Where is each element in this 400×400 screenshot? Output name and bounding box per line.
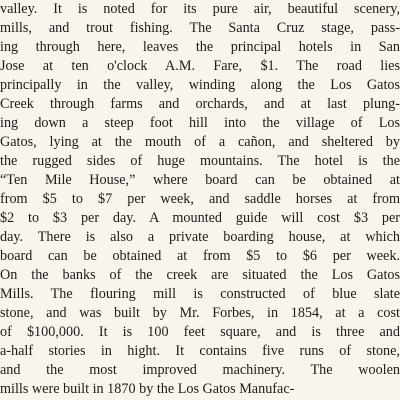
text-line: Creek through farms and orchards, and at last plung- xyxy=(0,96,400,112)
text-line: mills were built in 1870 by the Los Gatos Manufac- xyxy=(0,381,295,397)
text-line: Jose at ten o'clock A.M. Fare, $1. The road lies xyxy=(0,58,400,74)
text-line: ing through here, leaves the principal hotels in San xyxy=(0,39,400,55)
text-line: ing down a steep foot hill into the village of Los xyxy=(0,115,400,131)
text-line: of $100,000. It is 100 feet square, and is three and xyxy=(0,324,400,340)
text-line: Gatos, lying at the mouth of a cañon, and sheltered by xyxy=(0,134,400,150)
text-line: day. There is also a private boarding house, at which xyxy=(0,229,400,245)
text-line: and the most improved machinery. The woolen xyxy=(0,362,400,378)
text-line: board can be obtained at from $5 to $6 per week. xyxy=(0,248,400,264)
text-line: stone, and was built by Mr. Forbes, in 1854, at a cost xyxy=(0,305,400,321)
text-line: a-half stories in hight. It contains five runs of stone, xyxy=(0,343,400,359)
text-line: from $5 to $7 per week, and saddle horses at from xyxy=(0,191,400,207)
text-line: mills, and trout fishing. The Santa Cruz stage, pass- xyxy=(0,20,400,36)
text-line: valley. It is noted for its pure air, beautiful scenery, xyxy=(0,1,400,17)
text-line: On the banks of the creek are situated the Los Gatos xyxy=(0,267,400,283)
text-line: $2 to $3 per day. A mounted guide will cost $3 per xyxy=(0,210,400,226)
text-line: principally in the valley, winding along the Los Gatos xyxy=(0,77,400,93)
text-line: the rugged sides of huge mountains. The hotel is the xyxy=(0,153,400,169)
text-line: Mills. The flouring mill is constructed of blue slate xyxy=(0,286,400,302)
text-line: “Ten Mile House,” where board can be obtained at xyxy=(0,172,400,188)
